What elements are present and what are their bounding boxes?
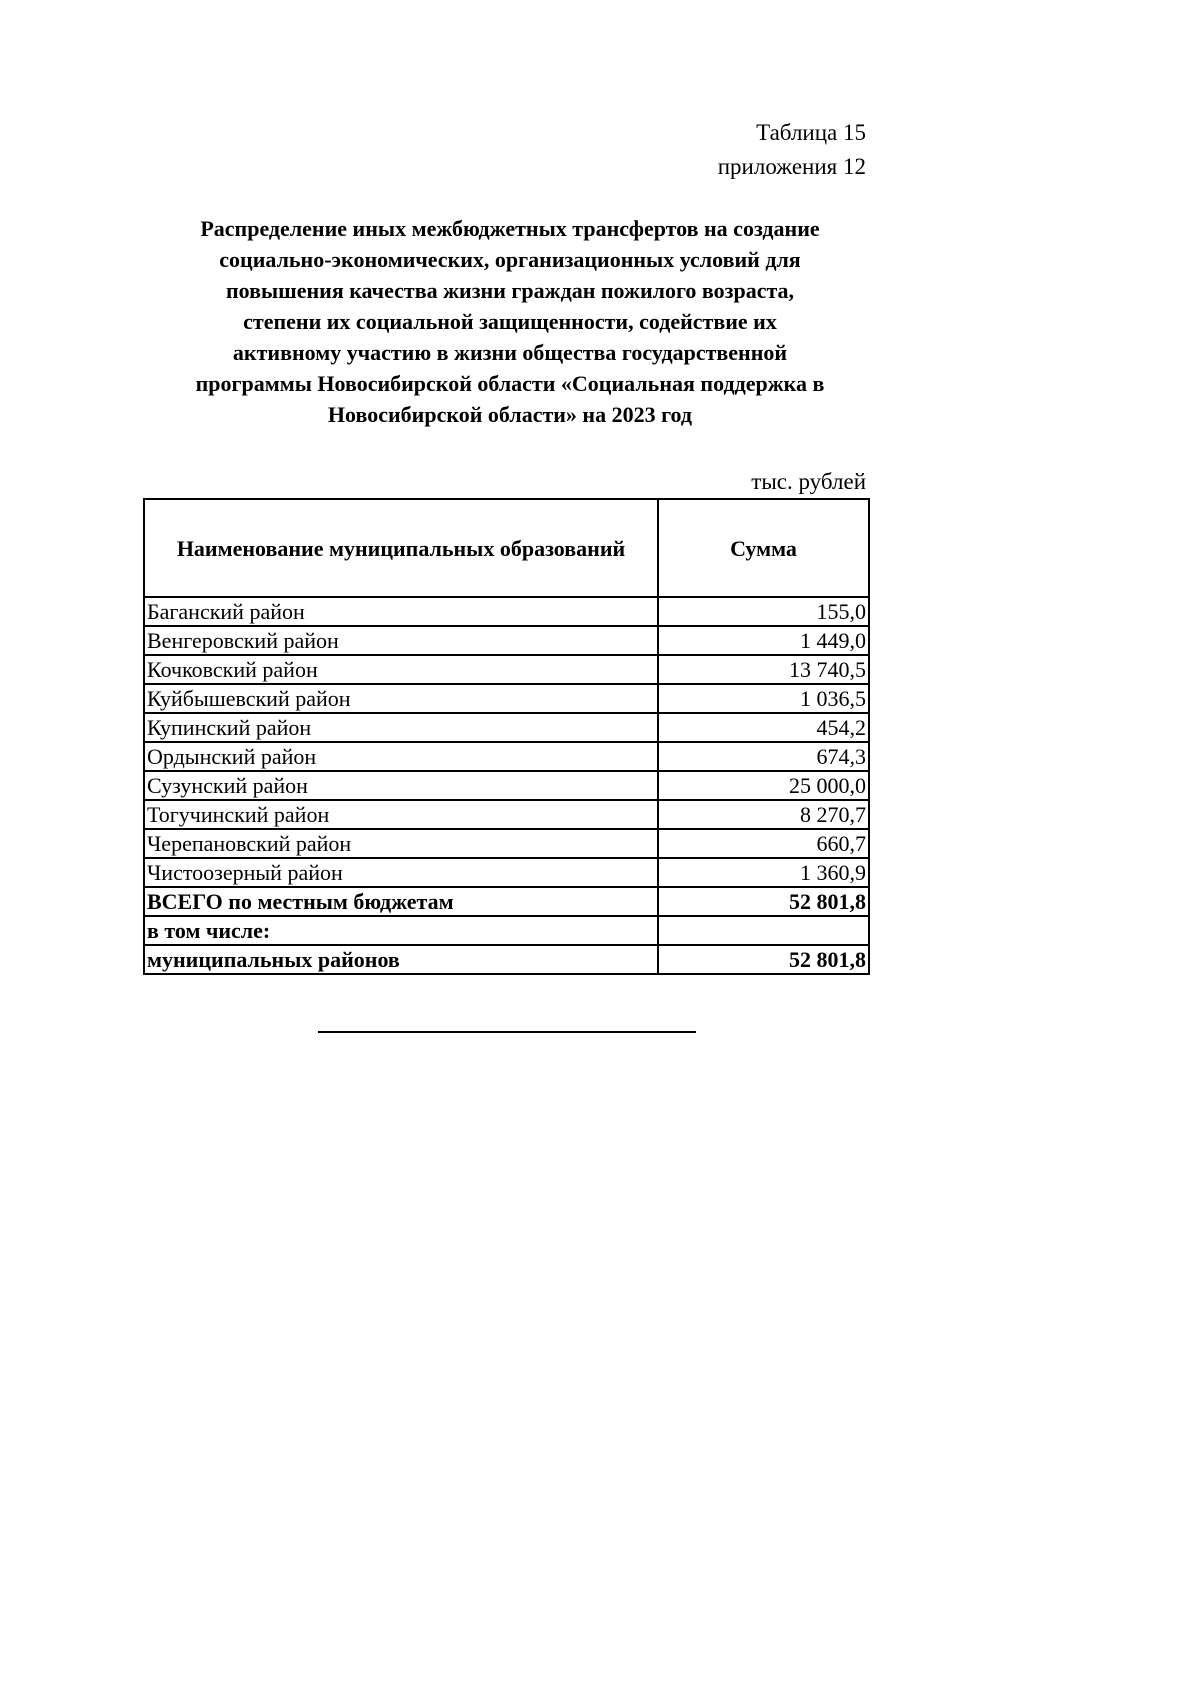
table-row	[144, 742, 869, 771]
document-title	[145, 213, 875, 430]
municipal-districts-sum: 52 801,8	[658, 945, 869, 974]
table-row	[144, 771, 869, 800]
municipality-sum: 8 270,7	[658, 800, 869, 829]
table-row	[144, 626, 869, 655]
municipality-sum: 155,0	[658, 597, 869, 626]
title-line: программы Новосибирской области «Социальная поддержка в	[195, 371, 825, 396]
table-row	[144, 858, 869, 887]
table-row	[144, 713, 869, 742]
municipality-sum: 660,7	[658, 829, 869, 858]
municipality-name: Сузунский район	[144, 771, 658, 800]
municipality-sum: 13 740,5	[658, 655, 869, 684]
municipality-sum: 674,3	[658, 742, 869, 771]
title-line: повышения качества жизни граждан пожилого возраста,	[225, 278, 795, 303]
table-row	[144, 597, 869, 626]
municipality-name: Купинский район	[144, 713, 658, 742]
municipality-sum: 1 036,5	[658, 684, 869, 713]
table-row	[144, 655, 869, 684]
municipality-name: Куйбышевский район	[144, 684, 658, 713]
column-header-name: Наименование муниципальных образований	[144, 499, 658, 597]
municipality-name: Черепановский район	[144, 829, 658, 858]
municipality-name: Баганский район	[144, 597, 658, 626]
municipality-name: Венгеровский район	[144, 626, 658, 655]
table-row	[144, 829, 869, 858]
municipality-sum: 25 000,0	[658, 771, 869, 800]
title-line: социально-экономических, организационных условий для	[219, 247, 801, 272]
municipality-sum: 454,2	[658, 713, 869, 742]
including-row	[144, 916, 869, 945]
title-line: Новосибирской области» на 2023 год	[327, 402, 693, 427]
table-row	[144, 684, 869, 713]
closing-rule	[318, 1031, 696, 1033]
table-row	[144, 800, 869, 829]
column-header-sum: Сумма	[658, 499, 869, 597]
municipality-sum: 1 449,0	[658, 626, 869, 655]
municipality-name: Ордынский район	[144, 742, 658, 771]
table-number-label: Таблица 15	[756, 120, 866, 145]
municipality-sum: 1 360,9	[658, 858, 869, 887]
including-sum	[658, 916, 869, 945]
municipality-name: Чистоозерный район	[144, 858, 658, 887]
title-line: активному участию в жизни общества государственной	[232, 340, 788, 365]
municipal-districts-row	[144, 945, 869, 974]
total-label: ВСЕГО по местным бюджетам	[144, 887, 658, 916]
total-row	[144, 887, 869, 916]
municipality-name: Тогучинский район	[144, 800, 658, 829]
including-label: в том числе:	[144, 916, 658, 945]
units-label: тыс. рублей	[751, 469, 866, 494]
total-sum: 52 801,8	[658, 887, 869, 916]
title-line: Распределение иных межбюджетных трансфертов на создание	[200, 216, 820, 241]
transfers-table	[143, 498, 870, 975]
appendix-label: приложения 12	[717, 154, 866, 179]
municipality-name: Кочковский район	[144, 655, 658, 684]
title-line: степени их социальной защищенности, содействие их	[243, 309, 777, 334]
table-header-row	[144, 499, 869, 597]
municipal-districts-label: муниципальных районов	[144, 945, 658, 974]
